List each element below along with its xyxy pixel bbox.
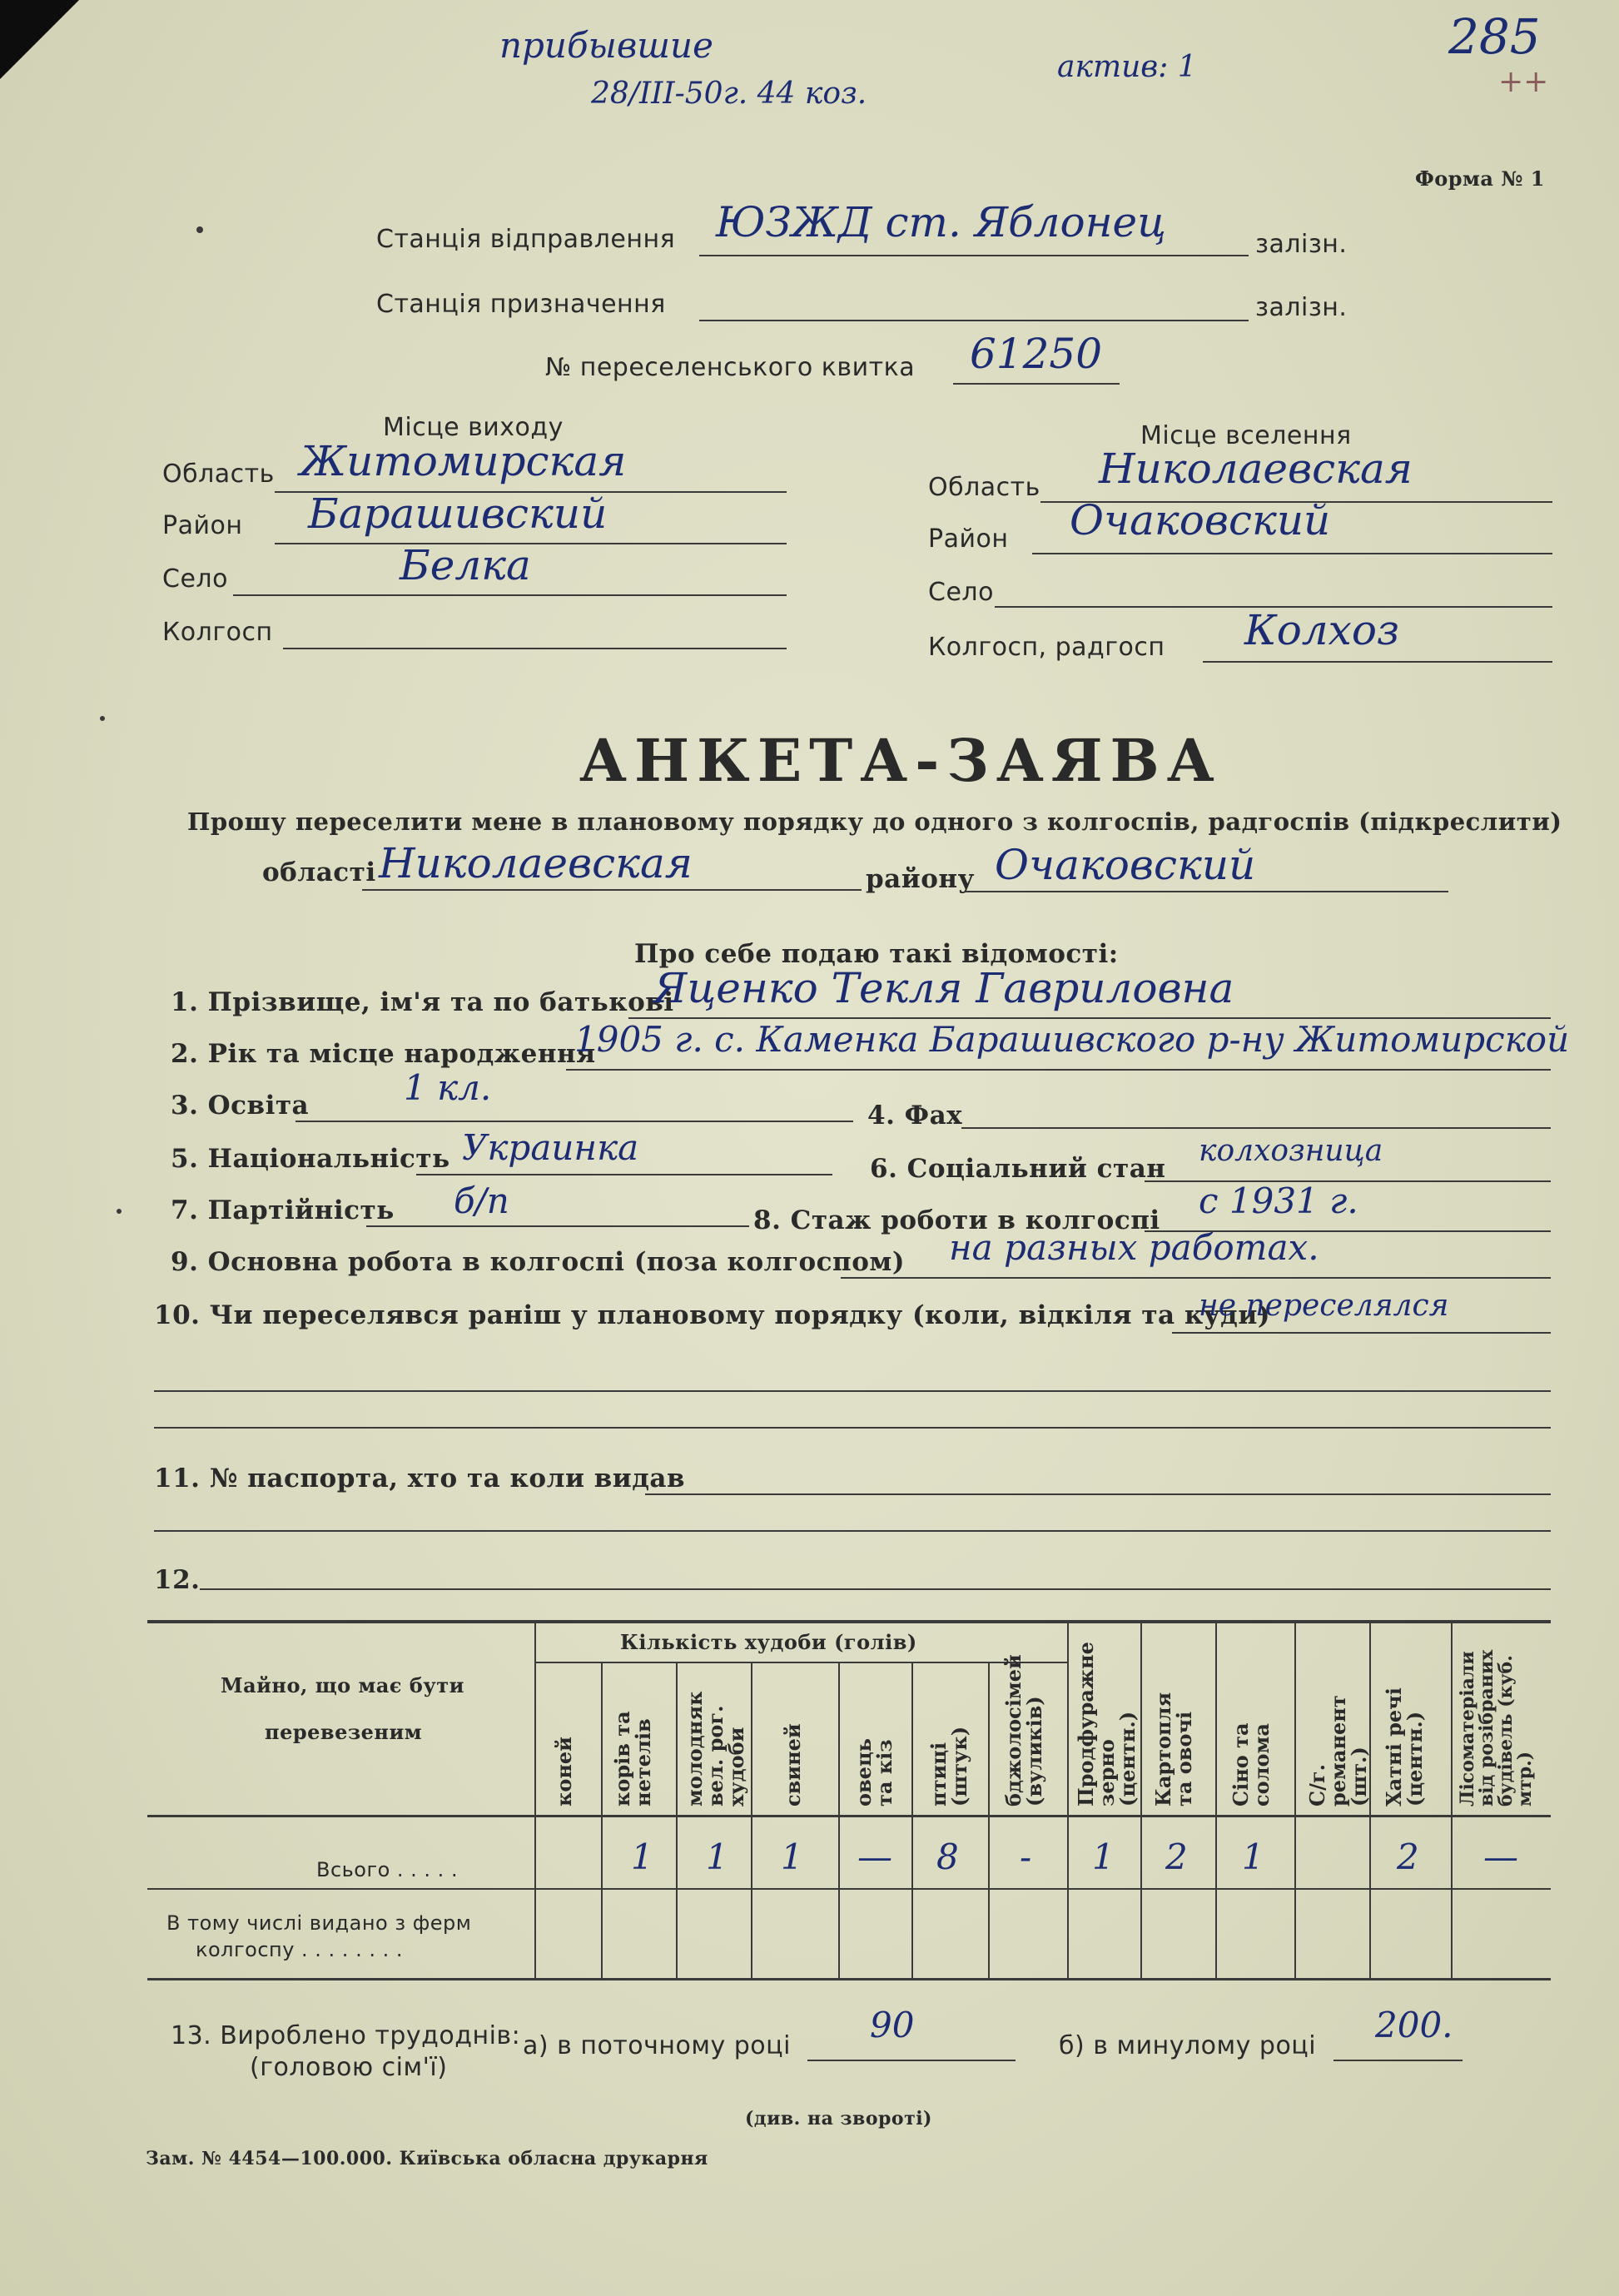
col-hay: Сіно та солома	[1229, 1722, 1274, 1806]
total-row-label: Всього . . . . .	[316, 1858, 459, 1881]
q2-line	[566, 1069, 1551, 1071]
col-tools: С/г. реманент (шт.)	[1305, 1695, 1372, 1806]
col-divider-1	[601, 1662, 603, 1978]
origin-heading: Місце виходу	[383, 413, 564, 442]
q13-current-line	[807, 2060, 1016, 2061]
destination-station-line	[699, 320, 1249, 321]
q11-line	[645, 1493, 1551, 1495]
q12-label: 12.	[154, 1565, 201, 1595]
origin-kolhosp-label: Колгосп	[162, 618, 273, 647]
ticket-line	[953, 383, 1120, 385]
col-potatoes: Картопля та овочі	[1151, 1692, 1197, 1806]
q13-label-line1: 13. Вироблено трудоднів:	[171, 2021, 521, 2050]
ticket-label: № переселенського квитка	[545, 353, 916, 382]
total-pigs: 1	[781, 1836, 803, 1877]
total-sheep-goats: —	[857, 1836, 892, 1877]
col-divider-6	[988, 1662, 990, 1978]
col-sheep-goats: овець та кіз	[852, 1738, 897, 1806]
origin-oblast-value: Житомирская	[300, 437, 627, 485]
col-divider-2	[676, 1662, 678, 1978]
total-row-bottom-rule	[147, 1888, 1551, 1890]
request-oblast-label: області	[262, 857, 376, 887]
q4-line	[961, 1127, 1551, 1129]
ticket-value: 61250	[970, 330, 1103, 378]
destination-rail-suffix: залізн.	[1255, 293, 1348, 322]
ink-dot	[100, 716, 105, 721]
q10-line	[1172, 1332, 1551, 1334]
q9-value: на разных работах.	[949, 1227, 1319, 1268]
q9-label: 9. Основна робота в колгоспі (поза колгоспом)	[171, 1247, 905, 1277]
q8-value: с 1931 г.	[1199, 1180, 1358, 1221]
ink-dot	[117, 1209, 122, 1214]
destination-selo-label: Село	[928, 578, 994, 607]
livestock-header-rule	[534, 1662, 1067, 1663]
q13-previous-value: 200.	[1375, 2005, 1453, 2045]
q13-label-line2: (головою сім'ї)	[250, 2053, 448, 2082]
form-number: Форма № 1	[1415, 166, 1545, 191]
destination-rayon-value: Очаковский	[1070, 496, 1331, 544]
col-divider-3	[751, 1662, 752, 1978]
total-hay: 1	[1242, 1836, 1264, 1877]
request-rayon-line	[966, 891, 1448, 892]
printer-imprint: Зам. № 4454—100.000. Київська обласна друкарня	[146, 2148, 708, 2169]
corner-scribble: ++	[1498, 65, 1549, 99]
q3-value: 1 кл.	[404, 1067, 492, 1108]
col-pigs: свиней	[781, 1723, 805, 1806]
q13-previous-line	[1333, 2060, 1463, 2061]
origin-selo-label: Село	[162, 564, 228, 594]
see-reverse-note: (див. на звороті)	[745, 2108, 932, 2130]
request-text: Прошу переселити мене в плановому порядку до одного з колгоспів, радгоспів (підкреслити)	[187, 808, 1562, 836]
total-beehives: -	[1020, 1836, 1032, 1877]
col-cows: корів та нетелів	[610, 1711, 656, 1806]
request-rayon-value: Очаковский	[995, 841, 1256, 889]
property-header-line2: перевезеним	[265, 1720, 423, 1744]
destination-kolhosp-value: Колхоз	[1244, 606, 1400, 654]
destination-heading: Місце вселення	[1140, 421, 1352, 450]
origin-rayon-value: Барашивский	[308, 490, 608, 538]
q11-label: 11. № паспорта, хто та коли видав	[154, 1464, 686, 1493]
q13-previous-label: б) в минулому році	[1059, 2031, 1317, 2060]
q10-extra-line-1	[154, 1390, 1551, 1392]
q1-value: Яценко Текля Гавриловна	[653, 964, 1234, 1012]
col-divider-0	[534, 1620, 536, 1978]
col-household: Хатні речі (центн.)	[1382, 1687, 1428, 1806]
livestock-header: Кількість худоби (голів)	[620, 1630, 917, 1654]
col-divider-4	[838, 1662, 840, 1978]
property-header-line1: Майно, що має бути	[221, 1673, 464, 1697]
q9-line	[841, 1277, 1551, 1279]
destination-kolhosp-line	[1203, 661, 1552, 663]
col-divider-5	[911, 1662, 913, 1978]
q5-line	[416, 1174, 832, 1175]
request-oblast-line	[362, 889, 862, 891]
q4-label: 4. Фах	[867, 1101, 963, 1131]
total-cows: 1	[631, 1836, 653, 1877]
col-timber: Лісоматеріали від розібраних будівель (куб. мтр.)	[1457, 1649, 1537, 1806]
arrival-note-line1: прибывшие	[499, 25, 713, 66]
col-divider-12	[1451, 1620, 1453, 1978]
q10-label: 10. Чи переселявся раніш у плановому порядку (коли, відкіля та куди)	[154, 1300, 1270, 1330]
arrival-note-line2: 28/III-50г. 44 коз.	[591, 77, 867, 111]
table-header-bottom-rule	[147, 1815, 1551, 1817]
total-young-cattle: 1	[706, 1836, 728, 1877]
destination-oblast-label: Область	[928, 473, 1040, 502]
q3-line	[295, 1121, 853, 1122]
destination-oblast-value: Николаевская	[1099, 445, 1413, 493]
q7-line	[366, 1225, 749, 1227]
origin-selo-line	[233, 594, 787, 596]
departure-value: ЮЗЖД ст. Яблонец	[716, 198, 1166, 246]
origin-rayon-label: Район	[162, 511, 243, 540]
request-oblast-value: Николаевская	[379, 839, 693, 887]
info-heading: Про себе подаю такі відомості:	[634, 939, 1119, 969]
farm-row-label-line1: В тому числі видано з ферм	[166, 1911, 472, 1935]
destination-station-label: Станція призначення	[376, 290, 666, 319]
q3-label: 3. Освіта	[171, 1091, 310, 1121]
total-poultry: 8	[936, 1836, 959, 1877]
q1-label: 1. Прізвище, ім'я та по батькові	[171, 987, 674, 1017]
q13-current-value: 90	[870, 2005, 915, 2045]
q2-label: 2. Рік та місце народження	[171, 1039, 596, 1069]
q12-line	[200, 1588, 1551, 1590]
total-potatoes: 2	[1165, 1836, 1188, 1877]
q11-extra-line	[154, 1530, 1551, 1532]
table-bottom-rule	[147, 1978, 1551, 1980]
q2-value: 1905 г. с. Каменка Барашивского р-ну Житомирской	[574, 1019, 1570, 1060]
col-young-cattle: молодняк вел. рог. худоби	[683, 1691, 749, 1806]
total-timber: —	[1483, 1836, 1518, 1877]
q5-value: Украинка	[462, 1127, 639, 1168]
col-divider-10	[1294, 1620, 1296, 1978]
q10-value: не переселялся	[1199, 1289, 1449, 1323]
destination-rayon-line	[1032, 553, 1552, 554]
q10-extra-line-2	[154, 1427, 1551, 1429]
q7-label: 7. Партійність	[171, 1195, 395, 1225]
destination-kolhosp-label: Колгосп, радгосп	[928, 633, 1165, 662]
torn-corner	[0, 0, 79, 79]
q7-value: б/п	[454, 1180, 509, 1221]
origin-selo-value: Белка	[400, 541, 531, 589]
col-divider-8	[1140, 1620, 1142, 1978]
departure-label: Станція відправлення	[376, 225, 676, 254]
destination-rayon-label: Район	[928, 524, 1009, 554]
total-grain: 1	[1092, 1836, 1115, 1877]
request-rayon-label: району	[866, 864, 975, 894]
col-beehives: бджолосімей (вуликів)	[1001, 1654, 1047, 1806]
origin-kolhosp-line	[283, 648, 787, 649]
q13-current-label: а) в поточному році	[523, 2031, 791, 2060]
q8-label: 8. Стаж роботи в колгоспі	[753, 1205, 1160, 1235]
col-horses: коней	[552, 1737, 576, 1806]
ink-dot	[196, 226, 203, 233]
act-note: актив: 1	[1057, 50, 1197, 84]
col-divider-9	[1215, 1620, 1217, 1978]
q6-value: колхозница	[1199, 1134, 1383, 1168]
q6-label: 6. Соціальний стан	[870, 1154, 1166, 1184]
departure-line	[699, 255, 1249, 256]
col-poultry: птиці (штук)	[926, 1726, 972, 1806]
q5-label: 5. Національність	[171, 1144, 450, 1174]
departure-rail-suffix: залізн.	[1255, 230, 1348, 259]
col-divider-7	[1067, 1620, 1069, 1978]
col-grain: Продфуражне зерно (центн.)	[1074, 1642, 1140, 1806]
origin-oblast-label: Область	[162, 460, 275, 489]
page-number: 285	[1448, 8, 1541, 65]
table-top-rule	[147, 1620, 1551, 1623]
total-household: 2	[1397, 1836, 1419, 1877]
form-title: АНКЕТА-ЗАЯВА	[579, 726, 1222, 795]
farm-row-label-line2: колгоспу . . . . . . . .	[196, 1938, 403, 1961]
